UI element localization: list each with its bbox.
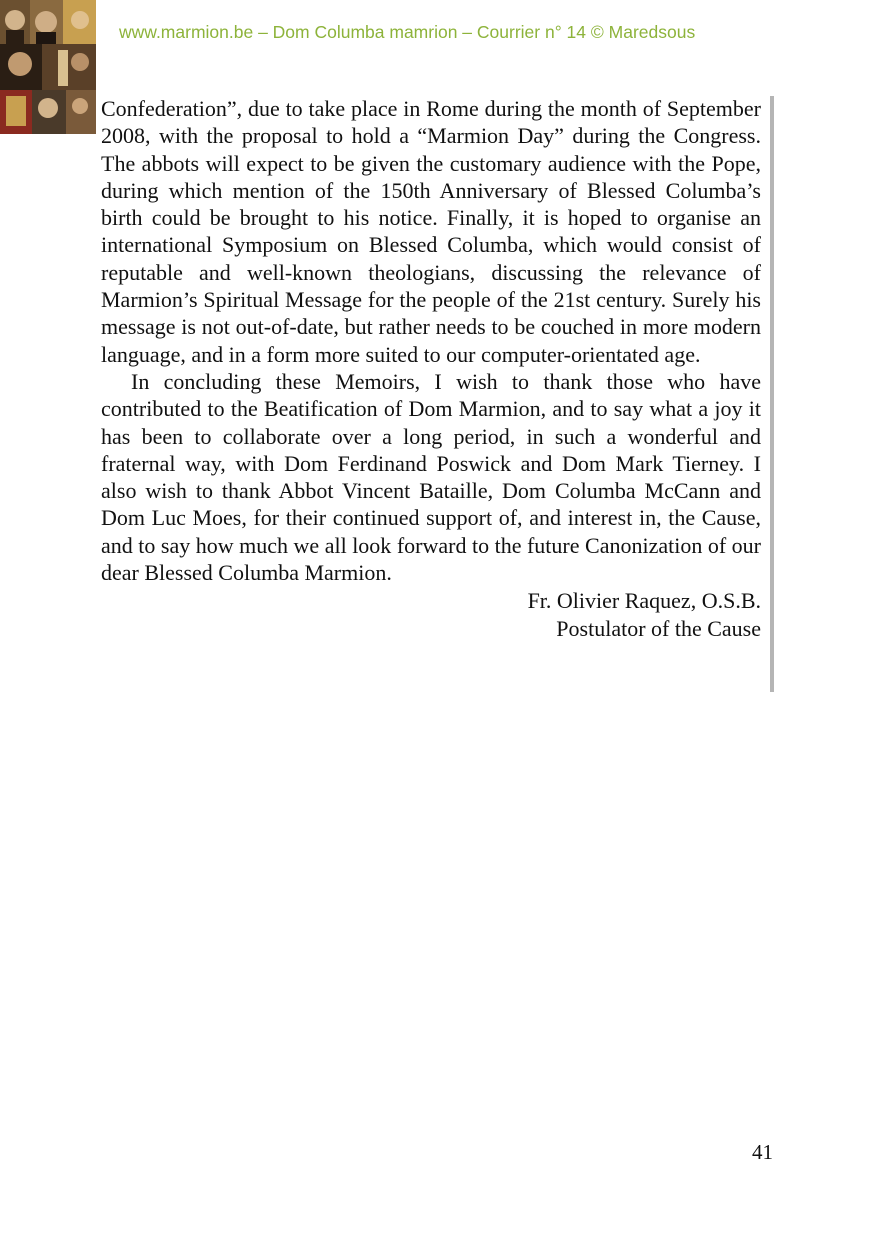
- page-header: www.marmion.be – Dom Columba mamrion – Courrier n° 14 © Maredsous: [119, 22, 696, 42]
- article-body: [101, 95, 761, 642]
- signature-name: Fr. Olivier Raquez, O.S.B.: [527, 588, 761, 614]
- sidebar-rule: [770, 96, 774, 692]
- signature-role: Postulator of the Cause: [556, 615, 761, 641]
- page-number: 41: [752, 1140, 773, 1164]
- paragraph: In concluding these Memoirs, I wish to thank those who have contributed to the Beatification of Dom Marmion, and to say what a joy it has been to collaborate over a long period, in such a wonderful and fraternal way, with Dom Ferdinand Poswick and Dom Mark Tierney. I also wish to thank Abbot Vincent Bataille, Dom Columba McCann and Dom Luc Moes, for their continued support of, and interest in, the Cause, and to say how much we all look forward to the future Canonization of our dear Blessed Columba Marmion.: [101, 368, 761, 586]
- signature-block: [101, 587, 761, 642]
- portrait-collage-icon: [0, 0, 96, 134]
- paragraph: Confederation”, due to take place in Rome during the month of September 2008, with the proposal to hold a “Marmion Day” during the Congress. The abbots will expect to be given the customary audience with the Pope, during which mention of the 150th Anniversary of Blessed Columba’s birth could be brought to his notice. Finally, it is hoped to organise an international Symposium on Blessed Columba, which would consist of reputable and well-known theologians, discussing the relevance of Marmion’s Spiritual Message for the people of the 21st century. Surely his message is not out-of-date, but rather needs to be couched in more modern language, and in a form more suited to our computer-orientated age.: [101, 96, 761, 367]
